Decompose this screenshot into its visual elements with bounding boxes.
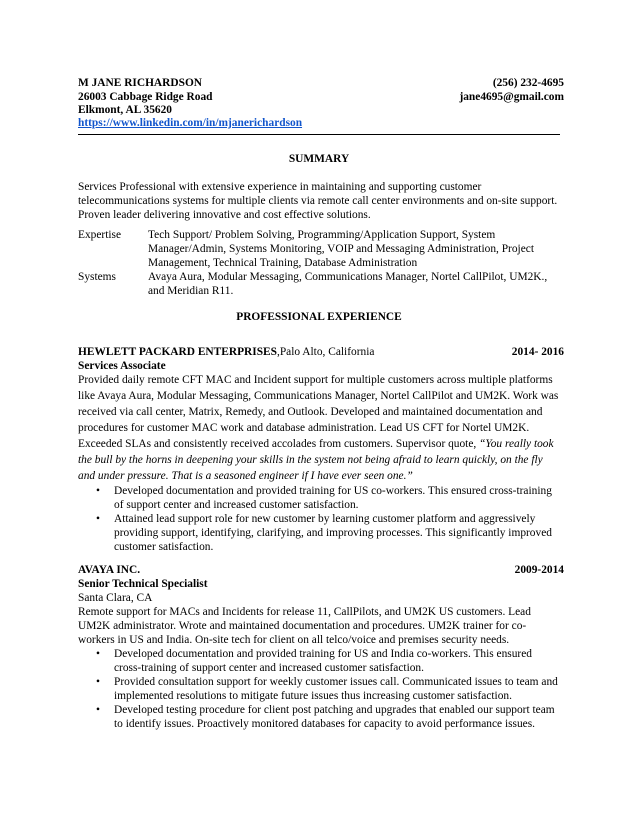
systems-line: Avaya Aura, Modular Messaging, Communications Manager, Nortel CallPilot, UM2K., bbox=[148, 271, 548, 283]
job-title: Senior Technical Specialist bbox=[78, 578, 208, 590]
job-desc-line: procedures for customer MAC work and database administration. Lead US CFT for Nortel UM2K. bbox=[78, 422, 530, 434]
header-divider bbox=[78, 134, 560, 135]
bullet-line: providing support, identifying, clarifying, and improving processes. This significantly improved bbox=[114, 527, 552, 539]
supervisor-quote: “You really took bbox=[479, 438, 554, 450]
summary-line: Services Professional with extensive experience in maintaining and supporting customer bbox=[78, 181, 482, 193]
supervisor-quote: and under pressure. That is a seasoned engineer if I have ever seen one.” bbox=[78, 470, 413, 482]
bullet-icon: • bbox=[96, 485, 100, 497]
expertise-line: Manager/Admin, Systems Monitoring, VOIP and Messaging Administration, Project bbox=[148, 243, 534, 255]
systems-label: Systems bbox=[78, 271, 116, 283]
bullet-line: implemented resolutions to mitigate future issues thus increasing customer satisfaction. bbox=[114, 690, 512, 702]
job-dates: 2014- 2016 bbox=[511, 346, 564, 358]
street-address: 26003 Cabbage Ridge Road bbox=[78, 91, 213, 103]
bullet-line: Developed testing procedure for client post patching and upgrades that enabled our support team bbox=[114, 704, 555, 716]
linkedin-link[interactable]: https://www.linkedin.com/in/mjanerichardson bbox=[78, 117, 303, 129]
phone-number: (256) 232-4695 bbox=[492, 77, 564, 89]
bullet-line: to identify issues. Proactively monitored databases for capacity to avoid performance issues. bbox=[114, 718, 536, 730]
experience-heading: PROFESSIONAL EXPERIENCE bbox=[236, 311, 402, 323]
job-location: ,Palo Alto, California bbox=[276, 346, 375, 358]
job-desc-line: UM2K administrator. Wrote and maintained documentation and procedures. UM2K trainer for co- bbox=[78, 620, 527, 632]
expertise-label: Expertise bbox=[78, 229, 122, 241]
job-desc-line: Remote support for MACs and Incidents for release 11, CallPilots, and UM2K US customers. Lead bbox=[78, 606, 531, 618]
summary-line: Proven leader delivering innovative and cost effective solutions. bbox=[78, 209, 371, 221]
bullet-line: cross-training of support center and increased customer satisfaction. bbox=[114, 662, 424, 674]
job-desc-line: workers in US and India. On-site tech for client on all telco/voice and premises security needs. bbox=[78, 634, 510, 646]
summary-line: telecommunications systems for multiple clients via remote call center environments and on-site support. bbox=[78, 195, 558, 207]
bullet-line: of support center and increased customer satisfaction. bbox=[114, 499, 359, 511]
bullet-line: customer satisfaction. bbox=[114, 541, 214, 553]
job-title: Services Associate bbox=[78, 360, 166, 372]
job-desc-line: like Avaya Aura, Modular Messaging, Communications Manager, Nortel CallPilot and UM2K. Work was bbox=[78, 390, 559, 402]
bullet-icon: • bbox=[96, 704, 100, 716]
job-dates: 2009-2014 bbox=[514, 564, 564, 576]
bullet-line: Attained lead support role for new customer by learning customer platform and aggressively bbox=[114, 513, 536, 525]
job-desc-line: Provided daily remote CFT MAC and Incident support for multiple customers across multiple platforms bbox=[78, 374, 553, 386]
job-desc-line: received via call center, Matrix, Remedy, and Outlook. Developed and maintained documentation and bbox=[78, 406, 543, 418]
systems-line: and Meridian R11. bbox=[148, 285, 234, 297]
bullet-icon: • bbox=[96, 648, 100, 660]
job-company: HEWLETT PACKARD ENTERPRISES bbox=[78, 346, 277, 358]
expertise-line: Management, Technical Training, Database Administration bbox=[148, 257, 418, 269]
job-desc-line-with-quote bbox=[78, 438, 554, 450]
bullet-line: Provided consultation support for weekly customer issues call. Communicated issues to team and bbox=[114, 676, 558, 688]
city-state-zip: Elkmont, AL 35620 bbox=[78, 104, 172, 116]
job-desc-text: Exceeded SLAs and consistently received accolades from customers. Supervisor quote, bbox=[78, 438, 480, 450]
expertise-line: Tech Support/ Problem Solving, Programming/Application Support, System bbox=[148, 229, 496, 241]
summary-heading: SUMMARY bbox=[288, 153, 350, 165]
bullet-line: Developed documentation and provided training for US and India co-workers. This ensured bbox=[114, 648, 532, 660]
supervisor-quote: the bull by the horns in deepening your skills in the system not being afraid to learn quickly, on the fly bbox=[78, 454, 543, 466]
job-location: Santa Clara, CA bbox=[78, 592, 153, 604]
bullet-line: Developed documentation and provided training for US co-workers. This ensured cross-training bbox=[114, 485, 552, 497]
email-address[interactable]: jane4695@gmail.com bbox=[459, 91, 564, 103]
bullet-icon: • bbox=[96, 513, 100, 525]
bullet-icon: • bbox=[96, 676, 100, 688]
job-company-line bbox=[78, 346, 374, 358]
job-company: AVAYA INC. bbox=[78, 564, 141, 576]
candidate-name: M JANE RICHARDSON bbox=[78, 77, 203, 89]
